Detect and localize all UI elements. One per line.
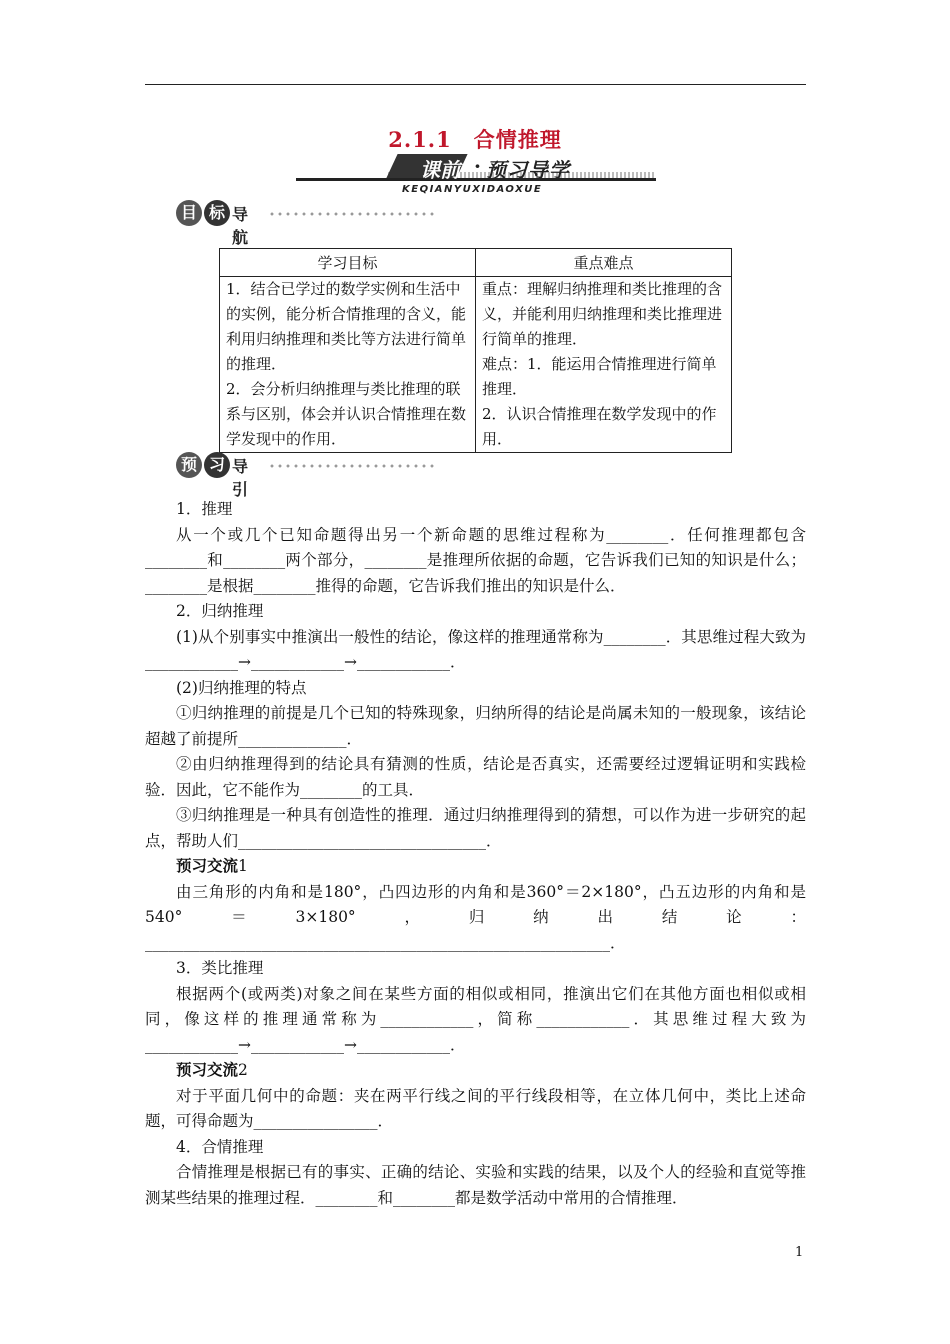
exchange-number: 1 (238, 857, 248, 875)
goals-table (219, 248, 732, 453)
main-content (145, 497, 806, 1211)
goal-item: 2．会分析归纳推理与类比推理的联系与区别，体会并认识合情推理在数学发现中的作用． (226, 380, 467, 448)
paragraph: (1)从个别事实中推演出一般性的结论，像这样的推理通常称为________．其思维过程大致为____________→____________→____________． (145, 627, 806, 671)
exchange-2-label (145, 1058, 806, 1084)
keypoint-item: 2．认识合情推理在数学发现中的作用． (482, 405, 717, 448)
paragraph: 根据两个(或两类)对象之间在某些方面的相似或相同，推演出它们在其他方面也相似或相同，像这样的推理通常称为____________，简称____________．其思维过程大致为____________→____________→____________． (145, 984, 806, 1054)
section-banner (296, 152, 656, 194)
table-header-keypoints: 重点难点 (476, 249, 732, 277)
exchange-1-label (145, 854, 806, 880)
heading-dots (268, 210, 438, 218)
subheading-analogy: 3．类比推理 (176, 959, 264, 977)
banner-main-b: 预习导学 (486, 158, 570, 182)
exchange-2-text: 对于平面几何中的命题：夹在两平行线之间的平行线段相等，在立体几何中，类比上述命题，可得命题为________________． (145, 1086, 806, 1130)
goal-item: 1．结合已学过的数学实例和生活中的实例，能分析合情推理的含义，能利用归纳推理和类比等方法进行简单的推理． (226, 280, 467, 373)
exchange-label: 预习交流 (176, 1061, 239, 1079)
heading-text: 导航 (232, 205, 249, 247)
table-header-goals: 学习目标 (220, 249, 476, 277)
keypoint-item: 重点：理解归纳推理和类比推理的含义，并能利用归纳推理和类比推理进行简单的推理． (482, 280, 723, 348)
paragraph: ③归纳推理是一种具有创造性的推理．通过归纳推理得到的猜想，可以作为进一步研究的起点，帮助人们________________________________． (145, 806, 806, 850)
heading-circle-2: 标 (204, 200, 230, 226)
paragraph: ②由归纳推理得到的结论具有猜测的性质，结论是否真实，还需要经过逻辑证明和实践检验．因此，它不能作为________的工具． (145, 755, 806, 799)
paragraph: (2)归纳推理的特点 (176, 678, 307, 697)
banner-dot: · (474, 154, 481, 178)
paragraph: ①归纳推理的前提是几个已知的特殊现象，归纳所得的结论是尚属未知的一般现象，该结论超越了前提所______________． (145, 704, 806, 748)
subheading-induction: 2．归纳推理 (176, 602, 264, 620)
header-rule (145, 84, 806, 85)
banner-main-a: 课前 (420, 158, 460, 182)
banner-pinyin: KEQIANYUXIDAOXUE (402, 184, 543, 195)
page-number: 1 (795, 1245, 804, 1260)
heading-circle-2: 习 (204, 452, 230, 478)
subheading-plausible: 4．合情推理 (176, 1137, 264, 1156)
heading-dots (268, 462, 438, 470)
subheading-reasoning: 1．推理 (176, 500, 233, 518)
exchange-number: 2 (238, 1061, 248, 1079)
exchange-label: 预习交流 (176, 857, 239, 875)
table-cell-goals (220, 277, 476, 453)
heading-circle-1: 目 (176, 200, 202, 226)
exchange-1-text: 由三角形的内角和是180°，凸四边形的内角和是360°＝2×180°，凸五边形的内角和是540°＝3×180°，归纳出结论：____________________________________________________________． (145, 882, 806, 952)
banner-underline (296, 178, 656, 181)
heading-circle-1: 预 (176, 452, 202, 478)
table-cell-keypoints (476, 277, 732, 453)
paragraph: 从一个或几个已知命题得出另一个新命题的思维过程称为________．任何推理都包含________和________两个部分，________是推理所依据的命题，它告诉我们已知的知识是什么；________是根据________推得的命题，它告诉我们推出的知识是什么． (145, 525, 806, 595)
keypoint-item: 难点：1．能运用合情推理进行简单推理． (482, 355, 717, 398)
paragraph: 合情推理是根据已有的事实、正确的结论、实验和实践的结果，以及个人的经验和直觉等推测某些结果的推理过程．________和________都是数学活动中常用的合情推理． (145, 1163, 806, 1207)
page-title: 2.1.1 合情推理 (388, 127, 562, 152)
heading-text: 导引 (232, 457, 249, 499)
